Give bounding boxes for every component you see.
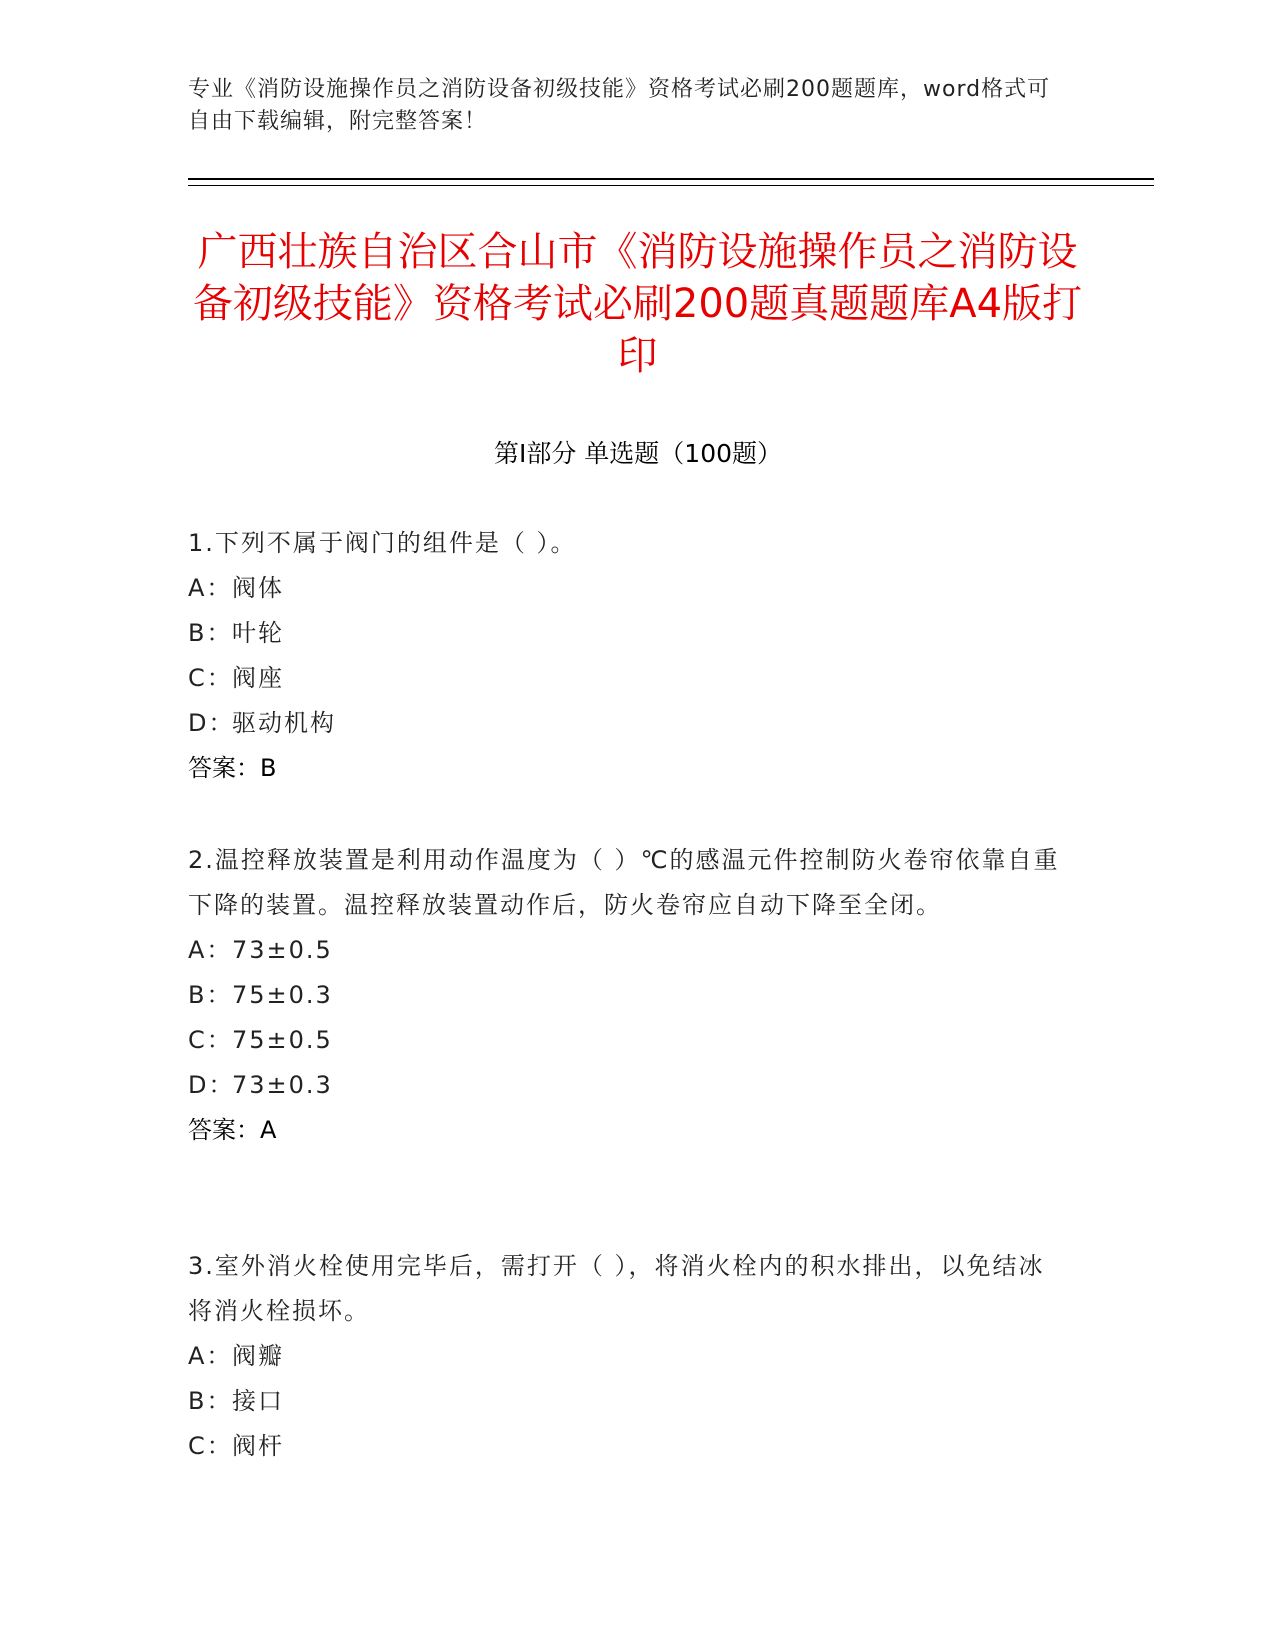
option-b <box>188 973 1068 1018</box>
header-note: 专业《消防设施操作员之消防设备初级技能》资格考试必刷200题题库，word格式可自由下载编辑，附完整答案！ <box>188 77 1051 134</box>
option-c <box>188 1018 1068 1063</box>
option-key: C： <box>188 664 233 692</box>
answer-label: 答案： <box>188 1116 260 1144</box>
option-d <box>188 1063 1068 1108</box>
option-d <box>188 701 1068 746</box>
answer-value: A <box>260 1116 277 1144</box>
answer-value: B <box>260 754 277 782</box>
option-key: C： <box>188 1026 233 1054</box>
option-text: 接口 <box>232 1387 284 1415</box>
header-rule-thin <box>188 185 1154 186</box>
option-a <box>188 566 1068 611</box>
option-key: D： <box>188 709 235 737</box>
question-stem: 3.室外消火栓使用完毕后，需打开（ ），将消火栓内的积水排出，以免结冰将消火栓损坏。 <box>188 1252 1045 1325</box>
question-2 <box>188 838 1068 1153</box>
answer-line <box>188 746 1068 791</box>
option-a <box>188 928 1068 973</box>
option-text: 73±0.5 <box>232 936 333 964</box>
option-text: 75±0.3 <box>232 981 333 1009</box>
option-text: 75±0.5 <box>232 1026 333 1054</box>
option-a <box>188 1334 1068 1379</box>
option-key: A： <box>188 936 233 964</box>
option-text: 阀座 <box>232 664 284 692</box>
option-key: B： <box>188 1387 233 1415</box>
option-key: B： <box>188 981 233 1009</box>
option-key: D： <box>188 1071 235 1099</box>
option-c <box>188 656 1068 701</box>
question-3 <box>188 1244 1068 1469</box>
header-rule-thick <box>188 178 1154 180</box>
option-text: 叶轮 <box>232 619 284 647</box>
option-text: 阀杆 <box>232 1432 284 1460</box>
option-text: 阀体 <box>232 574 284 602</box>
answer-line <box>188 1108 1068 1153</box>
option-text: 驱动机构 <box>232 709 336 737</box>
option-key: A： <box>188 574 233 602</box>
question-stem: 1.下列不属于阀门的组件是（ ）。 <box>188 529 577 557</box>
section-heading: 第Ⅰ部分 单选题（100题） <box>493 439 783 468</box>
option-c <box>188 1424 1068 1469</box>
option-key: C： <box>188 1432 233 1460</box>
answer-label: 答案： <box>188 754 260 782</box>
option-text: 阀瓣 <box>232 1342 284 1370</box>
question-stem: 2.温控释放装置是利用动作温度为（ ）℃的感温元件控制防火卷帘依靠自重下降的装置。温控释放装置动作后，防火卷帘应自动下降至全闭。 <box>188 846 1060 919</box>
option-key: B： <box>188 619 233 647</box>
document-title: 广西壮族自治区合山市《消防设施操作员之消防设备初级技能》资格考试必刷200题真题题库A4版打印 <box>192 229 1083 379</box>
question-1 <box>188 521 1068 791</box>
option-text: 73±0.3 <box>232 1071 333 1099</box>
option-key: A： <box>188 1342 233 1370</box>
option-b <box>188 1379 1068 1424</box>
option-b <box>188 611 1068 656</box>
